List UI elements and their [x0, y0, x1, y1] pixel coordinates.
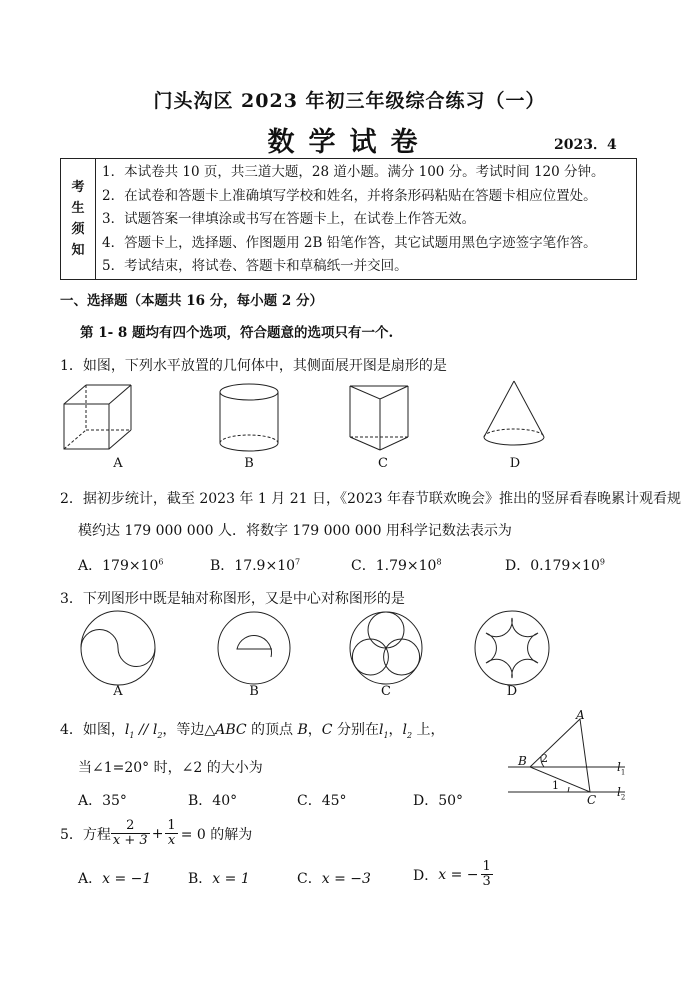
- q5-stem: 5．方程 $\frac{2}{x + 3}$ + $\frac{1}{x}$ = 0 的解为: [60, 818, 253, 848]
- section-instruction: 第 1- 8 题均有四个选项，符合题意的选项只有一个.: [80, 325, 394, 341]
- q3-figure-d: [475, 611, 549, 685]
- q4-stem-line1: 4．如图，$l_1 // l_2$，等边△ABC 的顶点 B，C 分别在$l_1$，$l_2$ 上，: [60, 722, 445, 740]
- fig-angle-1: 1: [552, 779, 559, 792]
- q1-stem: 1．如图，下列水平放置的几何体中，其侧面展开图是扇形的是: [60, 358, 447, 374]
- notice-item: 4．答题卡上，选择题、作图题用 2B 铅笔作答，其它试题用黑色字迹签字笔作答。: [102, 234, 597, 251]
- option-exponent: 7: [295, 557, 301, 567]
- q5-option-d-fraction: $\frac{1}{3}$: [482, 859, 491, 889]
- q1-label-d: D: [509, 456, 521, 471]
- q4-line-l2: $l_2$: [402, 722, 413, 740]
- q3-figure-c: [350, 612, 422, 684]
- fig-angle-2: 2: [541, 752, 548, 765]
- exam-subtitle: 数学试卷: [267, 127, 432, 158]
- option-mantissa: 1.79×10: [375, 558, 437, 574]
- q4-text: 4．如图，: [60, 722, 125, 738]
- q5-fraction-2: $\frac{1}{x}$: [167, 818, 176, 848]
- option-mantissa: 17.9×10: [234, 558, 296, 574]
- notice-item: 3．试题答案一律填涂或书写在答题卡上，在试卷上作答无效。: [102, 211, 476, 227]
- q4-line-l1: $l_1$: [378, 722, 389, 740]
- option-exponent: 9: [599, 557, 605, 567]
- q3-label-d: D: [506, 684, 518, 699]
- q5-option-d: D． x = − $\frac{1}{3}$: [413, 859, 491, 889]
- notice-item: 5．考试结束，将试卷、答题卡和草稿纸一并交回。: [102, 258, 408, 274]
- option-mantissa: 0.179×10: [530, 558, 600, 574]
- q3-figure-b: [218, 612, 290, 684]
- q3-stem: 3．下列图形中既是轴对称图形，又是中心对称图形的是: [60, 591, 405, 607]
- q3-label-a: A: [113, 684, 123, 699]
- q4-option-a: A．35°: [78, 793, 127, 809]
- notice-item: 2．在试卷和答题卡上准确填写学校和姓名，并将条形码粘贴在答题卡相应位置处。: [102, 187, 597, 204]
- q4-option-c: C．45°: [297, 793, 347, 809]
- q4-text: 上，: [412, 722, 445, 738]
- notice-side-char: 生: [71, 201, 85, 216]
- q3-figure-a: [81, 611, 155, 685]
- option-label: C．: [351, 558, 376, 574]
- q3-label-b: B: [249, 684, 259, 699]
- q4-text: ，等边△: [162, 722, 216, 738]
- fig-vertex-a: A: [576, 708, 585, 722]
- q1-label-c: C: [378, 456, 388, 471]
- q2-stem-line1: 2．据初步统计，截至 2023 年 1 月 21 日，《2023 年春节联欢晚会》推出的竖屏看春晚累计观看规: [60, 491, 682, 507]
- angle-1-arc: [568, 787, 569, 792]
- q4-stem-line2: 当∠1=20° 时，∠2 的大小为: [78, 760, 263, 776]
- option-label: A．: [78, 558, 103, 574]
- q4-option-d: D．50°: [413, 793, 464, 809]
- q2-option-c: [351, 555, 442, 575]
- q5-text: 5．方程: [60, 826, 111, 843]
- notice-side-char: 考: [71, 180, 85, 195]
- q5-option-a: A．x = −1: [78, 871, 152, 887]
- q2-stem-line2: 模约达 179 000 000 人．将数字 179 000 000 用科学记数法表示为: [78, 523, 512, 539]
- option-exponent: 8: [436, 557, 442, 567]
- fig-vertex-b: B: [518, 754, 527, 768]
- q1-label-a: A: [113, 456, 123, 471]
- triangular-prism-shape: [350, 386, 408, 450]
- q2-option-d: [505, 555, 605, 575]
- notice-item: 1．本试卷共 10 页，共三道大题，28 道小题。满分 100 分。考试时间 120 分钟。: [102, 164, 605, 180]
- option-mantissa: 179×10: [102, 558, 159, 574]
- fig-label-l2: $l_2$: [617, 785, 626, 802]
- q4-triangle-name: ABC: [215, 722, 247, 738]
- option-label: D．: [505, 558, 531, 574]
- q5-fraction-1: $\frac{2}{x + 3}$: [112, 818, 148, 848]
- exam-date: 2023．4: [554, 137, 617, 153]
- q4-vertex-c: C: [321, 722, 333, 738]
- cylinder-shape: [220, 384, 278, 451]
- q5-option-c: C．x = −3: [297, 871, 371, 887]
- q2-option-b: [210, 555, 300, 575]
- q4-option-b: B．40°: [188, 793, 238, 809]
- fig-vertex-c: C: [587, 793, 597, 807]
- cone-shape: [484, 381, 544, 445]
- q5-text: = 0 的解为: [180, 826, 253, 843]
- option-exponent: 6: [158, 557, 164, 567]
- section-heading: 一、选择题（本题共 16 分，每小题 2 分）: [60, 293, 323, 309]
- q4-text: 分别在: [332, 722, 379, 738]
- q4-vertex-b: B: [297, 722, 308, 738]
- q4-parallel-expr: $l_1 // l_2$: [124, 722, 163, 740]
- cube-shape: [64, 385, 131, 449]
- q4-text: 的顶点: [246, 722, 298, 738]
- option-label: B．: [210, 558, 235, 574]
- q5-option-b: B．x = 1: [188, 871, 250, 887]
- q2-option-a: [78, 555, 164, 575]
- triangle-abc: [530, 719, 590, 792]
- q1-label-b: B: [244, 456, 254, 471]
- notice-side-char: 知: [71, 243, 85, 258]
- notice-side-char: 须: [71, 222, 85, 237]
- q3-label-c: C: [381, 684, 391, 699]
- fig-label-l1: $l_1$: [617, 760, 626, 777]
- exam-title: 门头沟区 2023 年初三年级综合练习（一）: [153, 90, 546, 112]
